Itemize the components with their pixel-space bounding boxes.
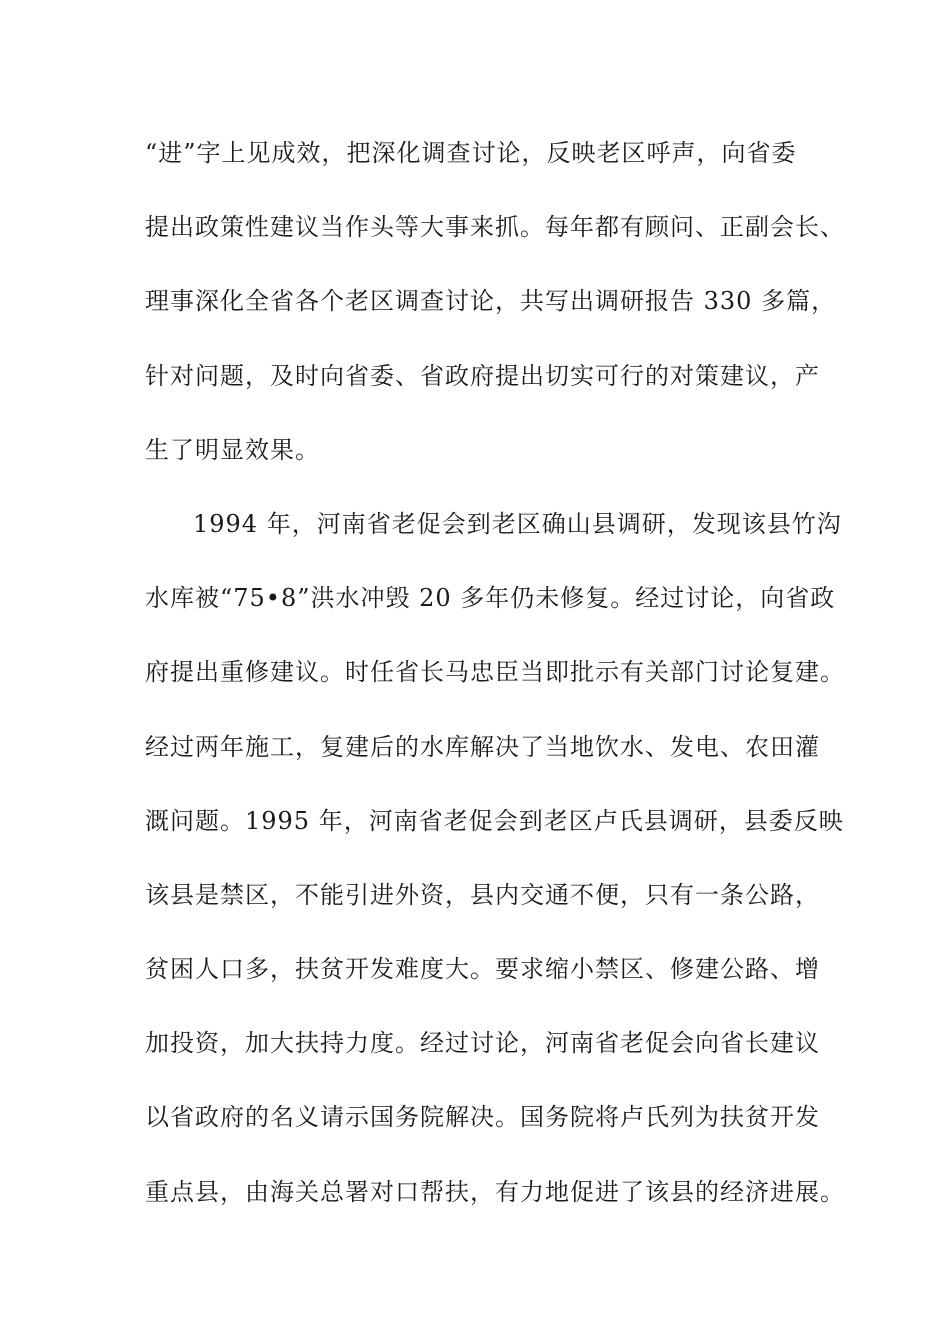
- text-line-15: 重点县，由海关总署对口帮扶，有力地促进了该县的经济进展。: [145, 1177, 845, 1206]
- text-line-4: 针对问题，及时向省委、省政府提出切实可行的对策建议，产: [145, 361, 820, 390]
- text-line-14: 以省政府的名义请示国务院解决。国务院将卢氏列为扶贫开发: [145, 1103, 820, 1132]
- text-line-7: 水库被“75•8”洪水冲毁 20 多年仍未修复。经过讨论，向省政: [145, 584, 836, 613]
- text-line-10: 溉问题。1995 年，河南省老促会到老区卢氏县调研，县委反映: [145, 806, 844, 835]
- text-line-13: 加投资，加大扶持力度。经过讨论，河南省老促会向省长建议: [145, 1029, 820, 1058]
- text-line-9: 经过两年施工，复建后的水库解决了当地饮水、发电、农田灌: [145, 732, 820, 761]
- text-line-11: 该县是禁区，不能引进外资，县内交通不便，只有一条公路，: [145, 880, 820, 909]
- body-text: [145, 130, 845, 1243]
- text-line-2: 提出政策性建议当作头等大事来抓。每年都有顾问、正副会长、: [145, 213, 845, 242]
- text-line-8: 府提出重修建议。时任省长马忠臣当即批示有关部门讨论复建。: [145, 658, 845, 687]
- text-line-5: 生了明显效果。: [145, 435, 320, 464]
- text-line-12: 贫困人口多，扶贫开发难度大。要求缩小禁区、修建公路、增: [145, 955, 820, 984]
- text-line-6: 1994 年，河南省老促会到老区确山县调研，发现该县竹沟: [193, 509, 842, 538]
- text-line-3: 理事深化全省各个老区调查讨论，共写出调研报告 330 多篇，: [145, 287, 837, 316]
- text-line-1: “进”字上见成效，把深化调查讨论，反映老区呼声，向省委: [145, 139, 797, 167]
